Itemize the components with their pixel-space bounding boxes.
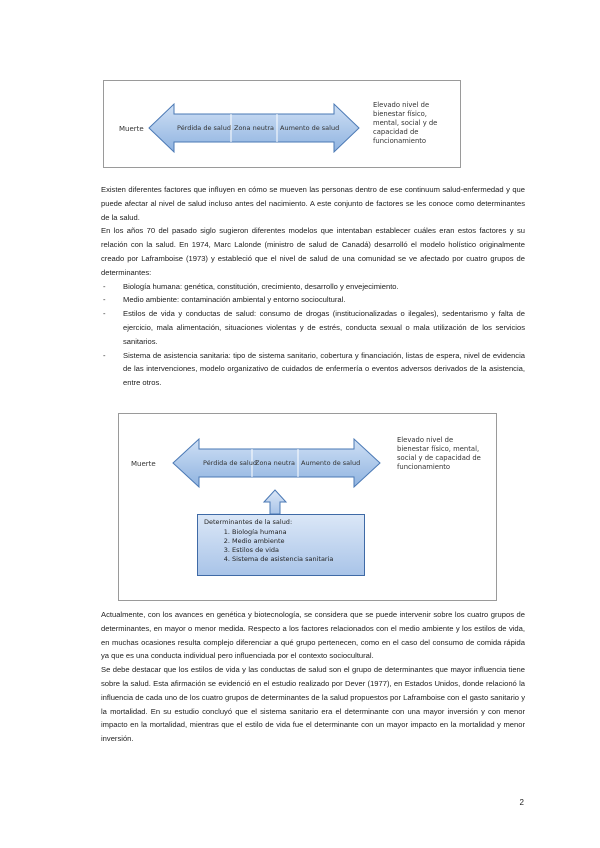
paragraph: En los años 70 del pasado siglo sugieron diferentes modelos que intentaban establecer cuáles eran estos factores y su relación con la salud. En 1974, Marc Lalonde (ministro de salud de Canadá) desarrolló el modelo holístico originalmente creado por Laframboise (1973) y estableció que el nivel de salud de una comunidad se ve afectado por cuatro grupos de determinantes: — [101, 226, 525, 277]
list-item: - Medio ambiente: contaminación ambiental y entorno sociocultural. — [123, 293, 525, 307]
list-item: - Biología humana: genética, constitución, crecimiento, desarrollo y envejecimiento. — [123, 280, 525, 294]
neutral-zone-label: Zona neutra — [234, 124, 275, 132]
list-item: 2. Medio ambiente — [232, 537, 333, 546]
conclusion-text — [101, 608, 525, 746]
health-loss-label: Pérdida de salud — [203, 459, 257, 467]
death-label: Muerte — [131, 460, 156, 468]
determinants-box — [197, 514, 365, 576]
wellbeing-label: Elevado nivel de bienestar físico, mental, social y de capacidad de funcionamiento — [373, 101, 438, 145]
list-item: - Estilos de vida y conductas de salud: consumo de drogas (institucionalizadas o ilegales), sedentarismo y falta de ejercicio, mala alimentación, situaciones violentas y de estrés, conducta sexual o mala utilización de los servicios sanitarios. — [123, 307, 525, 348]
health-gain-label: Aumento de salud — [280, 124, 340, 132]
list-item: - Sistema de asistencia sanitaria: tipo de sistema sanitario, cobertura y financiación, listas de espera, nivel de evidencia de las intervenciones, modelo organizativo de cuidados de enfermería o eventos adversos derivados de la asistencia, entre otros. — [123, 349, 525, 390]
continuum-figure — [103, 80, 461, 168]
determinants-list — [101, 280, 525, 390]
intro-text — [101, 183, 525, 390]
determinants-figure — [118, 413, 497, 601]
paragraph: Se debe destacar que los estilos de vida y las conductas de salud son el grupo de determinantes que mayor influencia tiene sobre la salud. Esta afirmación se evidenció en el estudio realizado por Dever (1977), en Estados Unidos, donde relacionó la influencia de cada uno de los cuatro grupos de determinantes de la salud propuestos por Laframboise con el gasto sanitario y la mortalidad. En su estudio concluyó que el sistema sanitario era el determinante con una mayor inversión y con menor impacto en la mortalidad, mientras que el estilo de vida fue el determinante con un mayor impacto en la mortalidad y menor inversión. — [101, 665, 525, 744]
box-list — [220, 528, 333, 564]
page-number: 2 — [519, 798, 524, 807]
list-item: 1. Biología humana — [232, 528, 333, 537]
list-item: 3. Estilos de vida — [232, 546, 333, 555]
paragraph: Existen diferentes factores que influyen en cómo se mueven las personas dentro de ese continuum salud-enfermedad y que puede afectar al nivel de salud incluso antes del nacimiento. A este conjunto de factores se les conoce como determinantes de la salud. — [101, 185, 525, 222]
death-label: Muerte — [119, 125, 144, 133]
paragraph: Actualmente, con los avances en genética y biotecnología, se considera que se puede intervenir sobre los cuatro grupos de determinantes, en mayor o menor medida. Respecto a los factores relacionados con el medio ambiente y los estilos de vida, en muchas ocasiones resulta complejo diferenciar a qué grupo pertenecen, como en el caso del consumo de comida rápida ya que es una conducta individual pero influenciada por el contexto sociocultural. — [101, 610, 525, 661]
neutral-zone-label: Zona neutra — [255, 459, 296, 467]
wellbeing-label: Elevado nivel de bienestar físico, mental, social y de capacidad de funcionamiento — [397, 436, 481, 471]
health-gain-label: Aumento de salud — [301, 459, 361, 467]
box-title: Determinantes de la salud: — [204, 518, 293, 526]
health-loss-label: Pérdida de salud — [177, 124, 231, 132]
list-item: 4. Sistema de asistencia sanitaria — [232, 555, 333, 564]
